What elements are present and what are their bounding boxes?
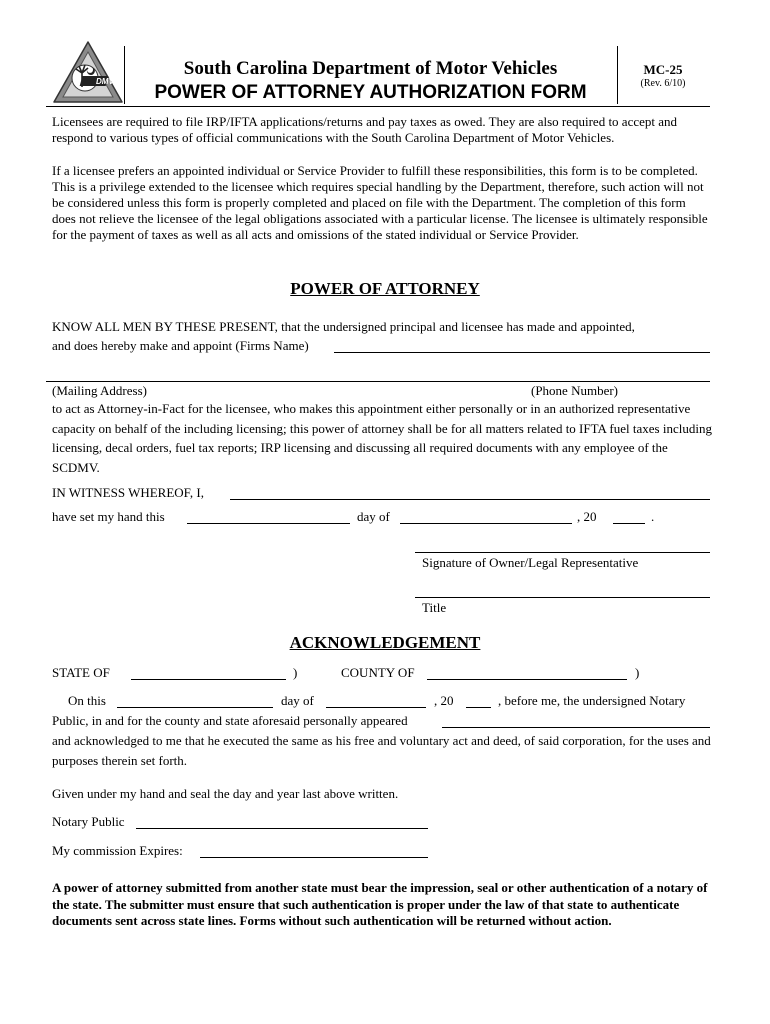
county-close-paren: ) [635, 665, 640, 680]
public-appeared-label: Public, in and for the county and state aforesaid personally appeared [52, 713, 408, 728]
form-title: POWER OF ATTORNEY AUTHORIZATION FORM [154, 82, 587, 103]
firms-name-field[interactable] [334, 352, 710, 353]
mailing-address-label: (Mailing Address) [52, 383, 147, 398]
ack-year-label: , 20 [434, 693, 454, 708]
witness-label: IN WITNESS WHEREOF, I, [52, 485, 204, 500]
state-close-paren: ) [293, 665, 298, 680]
know-all-text: KNOW ALL MEN BY THESE PRESENT, that the undersigned principal and licensee has made and appointed, [52, 319, 635, 334]
intro-paragraph-1: Licensees are required to file IRP/IFTA applications/returns and pay taxes as owed. They are also required to accept and respond to various types of official communications with the South Carolina Department of Motor Vehicles. [52, 114, 678, 145]
authentication-notice: A power of attorney submitted from another state must bear the impression, seal or other authentication of a notary of the state. The submitter must ensure that such authentication is proper under the law of that state to authenticate documents sent across state lines. Forms without such authentication will be returned without action. [52, 880, 708, 928]
hand-day-field[interactable] [187, 523, 350, 524]
hand-year-field[interactable] [613, 523, 645, 524]
ack-month-field[interactable] [326, 707, 426, 708]
mailing-address-field[interactable] [46, 381, 710, 382]
ack-year-field[interactable] [466, 707, 491, 708]
signature-field[interactable] [415, 552, 710, 553]
hand-month-field[interactable] [400, 523, 572, 524]
header-rule [46, 106, 710, 107]
on-this-label: On this [68, 693, 106, 708]
acknowledged-text: and acknowledged to me that he executed the same as his free and voluntary act and deed, of said corporation, for the uses and purposes therein set forth. [52, 733, 711, 768]
state-of-label: STATE OF [52, 665, 110, 680]
poa-heading: POWER OF ATTORNEY [290, 279, 480, 298]
before-me-text: , before me, the undersigned Notary [498, 693, 686, 708]
department-name: South Carolina Department of Motor Vehicles [183, 58, 558, 79]
hand-year-label: , 20 [577, 509, 597, 524]
firms-name-label: and does hereby make and appoint (Firms Name) [52, 338, 309, 353]
hand-label: have set my hand this [52, 509, 165, 524]
witness-name-field[interactable] [230, 499, 710, 500]
on-this-day-field[interactable] [117, 707, 273, 708]
county-of-field[interactable] [427, 679, 627, 680]
given-under-text: Given under my hand and seal the day and year last above written. [52, 786, 399, 801]
commission-expires-label: My commission Expires: [52, 843, 183, 858]
notary-public-label: Notary Public [52, 814, 125, 829]
form-number: MC-25 [643, 62, 683, 77]
hand-period: . [651, 509, 655, 524]
ack-heading: ACKNOWLEDGEMENT [289, 633, 481, 652]
commission-expires-field[interactable] [200, 857, 428, 858]
county-of-label: COUNTY OF [341, 665, 415, 680]
intro-paragraph-2: If a licensee prefers an appointed individual or Service Provider to fulfill these responsibilities, this form is to be completed. This is a privilege extended to the licensee which requires special handling by the Department, therefore, such action will not be considered unless this form is properly completed and placed on file with the Department. The completion of this form does not relieve the licensee of the legal obligations associated with a particular license. The licensee is ultimately responsible for the payment of taxes as well as all acts and omissions of the stated individual or Service Provider. [52, 163, 708, 242]
poa-body-text: to act as Attorney-in-Fact for the licensee, who makes this appointment either personally or in an authorized representative capacity on behalf of the including licensing; this power of attorney shall be for all matters related to IFTA fuel taxes including licensing, decal orders, fuel tax reports; IRP licensing and discussing all required documents with any employee of the SCDMV. [52, 401, 712, 475]
phone-number-label: (Phone Number) [531, 383, 619, 398]
notary-public-field[interactable] [136, 828, 428, 829]
state-of-field[interactable] [131, 679, 286, 680]
title-field[interactable] [415, 597, 710, 598]
appeared-name-field[interactable] [442, 727, 710, 728]
ack-day-of-label: day of [281, 693, 314, 708]
dmv-logo [52, 40, 124, 106]
title-label: Title [422, 600, 447, 615]
hand-day-of-label: day of [357, 509, 390, 524]
logo-text: DMV [96, 77, 114, 86]
scdmv-seal-icon [52, 40, 124, 106]
signature-label: Signature of Owner/Legal Representative [422, 555, 639, 570]
form-revision: (Rev. 6/10) [640, 78, 686, 89]
